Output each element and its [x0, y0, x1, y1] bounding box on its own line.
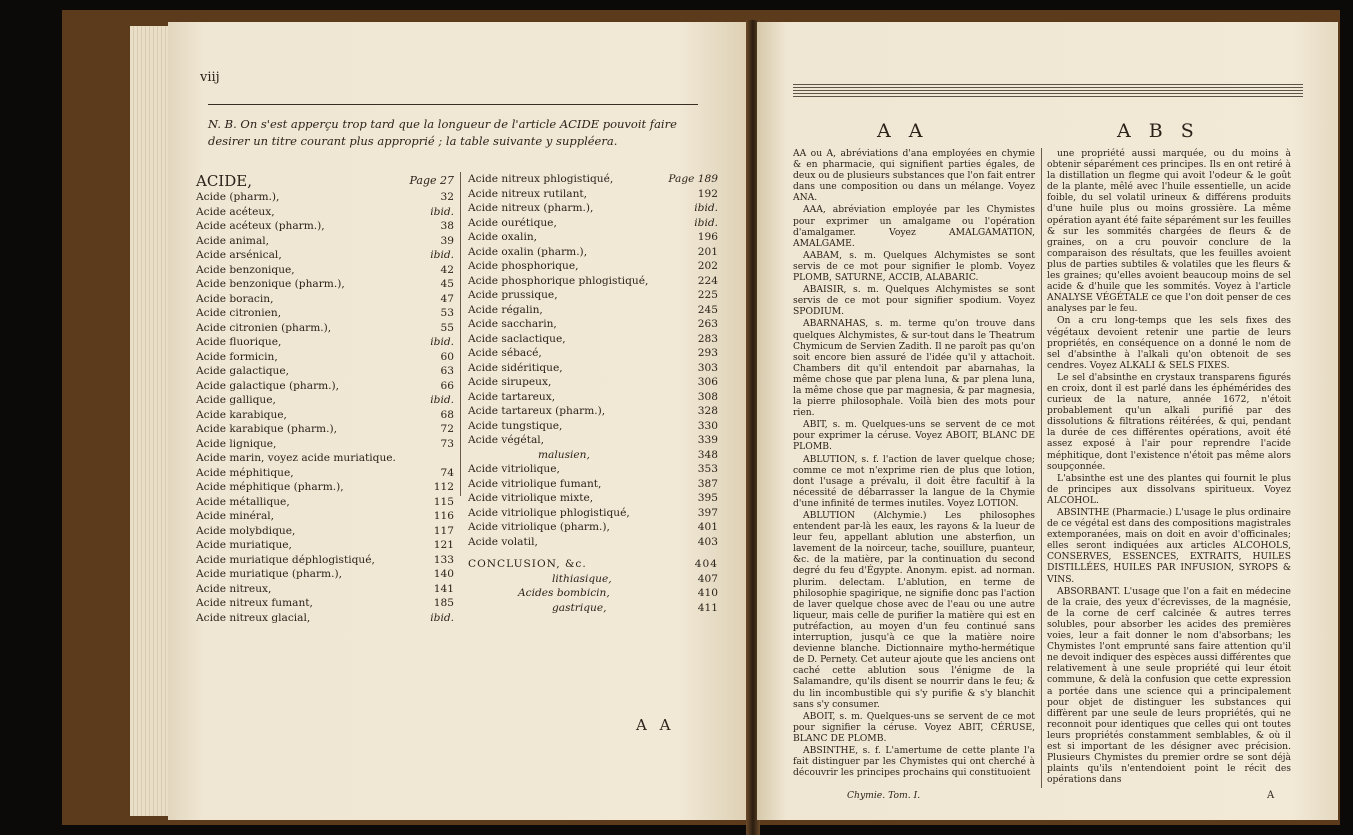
article-paragraph: AAA, abréviation employée par les Chymistes pour exprimer un amalgame ou l'opération d'amalgamer. Voyez AMALGAMATION, AMALGAME.: [793, 204, 1035, 249]
article-paragraph: ABIT, s. m. Quelques-uns se servent de ce mot pour exprimer la céruse. Voyez ABOIT, BLANC DE PLOMB.: [793, 419, 1035, 453]
index-entry: [468, 288, 718, 303]
entry-label: gastrique,: [552, 601, 607, 614]
entry-label: Acide nitreux glacial,: [196, 611, 311, 624]
entry-label: Acide (pharm.),: [196, 191, 280, 203]
open-book: [62, 10, 1340, 825]
right-page: [757, 22, 1338, 820]
index-entry: [196, 422, 454, 437]
entry-page: 263: [697, 318, 718, 330]
entry-label: Acides bombicin,: [518, 587, 610, 599]
entry-page: 74: [440, 466, 454, 479]
index-entry: [196, 263, 454, 278]
page-edges: [130, 26, 170, 816]
index-entry: [196, 553, 454, 568]
entry-label: Acide phosphorique,: [468, 260, 579, 272]
conclusion-sub-entry: [468, 601, 718, 616]
entry-page: 303: [697, 361, 718, 374]
index-entry: [468, 448, 718, 463]
entry-label: Acide gallique,: [196, 394, 276, 406]
article-paragraph: ABSINTHE, s. f. L'amertume de cette plante l'a fait distinguer par les Chymistes qui ont cherché à découvrir les principes prochains qui constituoient: [793, 744, 1035, 779]
article-paragraph: une propriété aussi marquée, ou du moins à obtenir séparément ces principes. Ils en ont retiré à la distillation un flegme qui avoit l'odeur & le goût de la plante, mêlé avec l'huile essentielle, un acide foible, du sel volatil urineux & différens produits d'une huile plus ou moins grossière. La même opération ayant été faite séparément sur les feuilles & sur les sommités chargées de fleurs & de graines, on a cru pouvoir conclure de la comparaison des résultats, que les feuilles avoient plus de parties subtiles & volatiles que les fleurs & les graines; qu'elles avoient beaucoup moins de sel acide & d'huile que les sommités. Voyez à l'article ANALYSE VÉGÉTALE ce que l'on doit penser de ces analyses par le feu.: [1047, 148, 1291, 315]
entry-page: ibid.: [430, 205, 454, 218]
entry-label: Acide marin, voyez acide muriatique.: [196, 452, 396, 464]
article-paragraph: ABOIT, s. m. Quelques-uns se servent de ce mot pour signifier la céruse. Voyez ABIT, CÉRUSE, BLANC DE PLOMB.: [793, 710, 1035, 744]
entry-page: 53: [440, 307, 454, 319]
index-entry: [196, 538, 454, 553]
entry-label: Acide régalin,: [468, 303, 543, 316]
index-entry: [196, 172, 454, 190]
entry-page: 112: [433, 481, 454, 493]
entry-page: 196: [697, 231, 718, 243]
catchword: A A: [636, 716, 675, 734]
index-entry: [196, 466, 454, 481]
entry-label: Acide méphitique,: [196, 466, 294, 479]
index-entry: [468, 245, 718, 260]
article-paragraph: ABAISIR, s. m. Quelques Alchymistes se sont servis de ce mot pour signifier spodium. Voyez SPODIUM.: [793, 284, 1035, 318]
index-column-2: [468, 172, 718, 615]
index-entry: [468, 404, 718, 419]
entry-label: Acide tartareux (pharm.),: [468, 405, 606, 417]
index-entry: [468, 303, 718, 318]
entry-page: 225: [697, 289, 718, 301]
index-entry: [468, 361, 718, 376]
entry-page: 403: [697, 535, 718, 548]
entry-page: 245: [697, 303, 718, 316]
entry-label: Acide saccharin,: [468, 318, 557, 330]
entry-label: Acide citronien (pharm.),: [196, 321, 332, 334]
entry-page: 330: [697, 419, 718, 432]
entry-label: Acide tartareux,: [468, 390, 556, 403]
entry-label: Acide nitreux (pharm.),: [468, 202, 594, 214]
entry-label: Acide acéteux,: [196, 205, 275, 218]
index-entry: [468, 274, 718, 289]
entry-label: Acide boracin,: [196, 292, 274, 305]
index-column-1: [196, 172, 454, 625]
entry-page: Page 27: [409, 174, 454, 187]
note-line: desirer un titre courant plus approprié ; la table suivante y suppléera.: [208, 134, 618, 148]
index-entry: [468, 230, 718, 245]
entry-label: Acide molybdique,: [196, 524, 296, 537]
entry-page: 397: [697, 506, 718, 519]
entry-label: Acide saclactique,: [468, 332, 566, 345]
text-column-1: [793, 148, 1035, 779]
index-entry: [196, 219, 454, 234]
entry-label: Acide muriatique déphlogistiqué,: [196, 553, 375, 566]
entry-label: malusien,: [538, 448, 590, 461]
entry-page: 45: [440, 278, 454, 290]
entry-page: ibid.: [430, 336, 454, 348]
entry-label: Acide tungstique,: [468, 419, 563, 432]
index-entry: [196, 408, 454, 423]
index-entry: [468, 201, 718, 216]
index-entry: [468, 317, 718, 332]
index-entry: [468, 491, 718, 506]
entry-label: Acide nitreux phlogistiqué,: [468, 173, 614, 185]
index-entry: [196, 524, 454, 539]
entry-page: 121: [433, 539, 454, 551]
entry-page: 293: [697, 347, 718, 359]
index-entry: [196, 335, 454, 350]
index-entry: [196, 350, 454, 365]
index-entry: [196, 480, 454, 495]
index-entry: [468, 535, 718, 550]
entry-label: Acide nitreux,: [196, 582, 272, 595]
index-entry: [196, 248, 454, 263]
text-column-2: [1047, 148, 1291, 786]
entry-label: Acide muriatique,: [196, 539, 292, 551]
index-entry: [468, 332, 718, 347]
entry-label: Acide animal,: [196, 234, 270, 247]
index-entry: [196, 321, 454, 336]
entry-page: 306: [697, 376, 718, 388]
running-head-right: A B S: [1117, 120, 1200, 142]
ornamental-band: [793, 84, 1303, 98]
index-entry: [196, 509, 454, 524]
entry-page: 283: [697, 332, 718, 345]
entry-page: 308: [697, 390, 718, 403]
index-entry: [196, 306, 454, 321]
running-head-left: A A: [877, 120, 929, 142]
index-entry: [196, 190, 454, 205]
entry-page: 407: [697, 572, 718, 585]
entry-page: 328: [697, 405, 718, 417]
entry-page: 140: [433, 568, 454, 580]
header-rule: [208, 104, 698, 105]
article-paragraph: On a cru long-temps que les sels fixes des végétaux devoient retenir une partie de leurs propriétés, en conséquence on a donné le nom de sel d'absinthe à l'alkali qu'on obtenoit de ses cendres. Voyez ALKALI & SELS FIXES.: [1047, 315, 1291, 371]
entry-label: Acide méphitique (pharm.),: [196, 481, 344, 493]
entry-page: 47: [440, 292, 454, 305]
index-entry: [196, 234, 454, 249]
entry-label: Acide acéteux (pharm.),: [196, 220, 325, 232]
conclusion-sub-entry: [468, 572, 718, 587]
entry-page: ibid.: [694, 202, 718, 214]
entry-label: Acide métallique,: [196, 495, 290, 508]
editor-note: [208, 116, 708, 150]
entry-label: Acide arsénical,: [196, 249, 282, 261]
entry-page: 202: [697, 260, 718, 272]
entry-label: Acide vitriolique (pharm.),: [468, 521, 610, 533]
entry-label: Acide vitriolique phlogistiqué,: [468, 506, 630, 519]
note-line: N. B. On s'est apperçu trop tard que la longueur de l'article ACIDE pouvoit faire: [208, 117, 677, 131]
index-entry: [196, 437, 454, 452]
entry-list: [468, 572, 718, 616]
entry-page: 39: [440, 234, 454, 247]
entry-label: Acide oxalin (pharm.),: [468, 245, 588, 258]
entry-page: 201: [697, 245, 718, 258]
entry-page: 38: [440, 220, 454, 232]
entry-page: 42: [440, 263, 454, 276]
left-page: [168, 22, 748, 820]
entry-page: 411: [697, 601, 718, 614]
entry-list: [468, 187, 718, 448]
index-entry: [196, 379, 454, 394]
entry-label: Acide citronien,: [196, 307, 282, 319]
entry-page: 115: [433, 495, 454, 508]
article-paragraph: ABSORBANT. L'usage que l'on a fait en médecine de la craie, des yeux d'écrevisses, de la magnésie, de la corne de cerf calcinée & autres terres solubles, pour absorber les acides des premières voies, leur a fait donner le nom d'absorbans; les Chymistes l'ont emprunté sans faire attention qu'il ne devoit indiquer des espèces aussi différentes que relativement à une seule propriété qui leur étoit commune, & delà la confusion que cette expression a portée dans une science qui a principalement pour objet de distinguer les substances qui diffèrent par une seule de leurs propriétés, qui ne reconnoit pour identiques que celles qui ont toutes leurs propriétés constamment semblables, & où il est si important de les désigner avec précision. Plusieurs Chymistes du premier ordre se sont déjà plaints qu'ils n'entendoient point le récit des opérations dans: [1047, 585, 1291, 786]
page-number: viij: [200, 70, 220, 85]
entry-label: Acide sébacé,: [468, 347, 542, 359]
entry-label: Acide sidéritique,: [468, 361, 563, 374]
index-entry: [196, 205, 454, 220]
signature-line: Chymie. Tom. I.: [847, 790, 921, 801]
entry-label: Acide lignique,: [196, 437, 277, 450]
article-paragraph: ABARNAHAS, s. m. terme qu'on trouve dans quelques Alchymistes, & sur-tout dans le Theatrum Chymicum de Servien Zadith. Il ne paroît pas qu'on soit encore bien assuré de l'idée qu'il y attachoit. Chambers dit qu'il entendoit par abarnahas, la même chose que par plena luna, & par plena luna, la même chose que par magnesia, & par magnesia, la pierre philosophale. Voilà bien des mots pour rien.: [793, 318, 1035, 419]
entry-page: 73: [440, 437, 454, 450]
index-entry: [196, 451, 454, 466]
entry-page: 401: [697, 521, 718, 533]
entry-page: Page 189: [668, 173, 718, 185]
conclusion-sub-entry: [468, 586, 718, 601]
entry-page: 55: [440, 321, 454, 334]
entry-label: Acide benzonique,: [196, 263, 295, 276]
index-entry: [196, 495, 454, 510]
index-entry: [468, 506, 718, 521]
article-paragraph: Le sel d'absinthe en crystaux transparens figurés en croix, dont il est parlé dans les éphémérides des curieux de la nature, année 1672, n'étoit probablement qu'un alkali purifié par des dissolutions & filtrations réitérées, & qui, pendant la durée de ces différentes opérations, avoit été assez exposé à l'air pour reprendre l'acide méphitique, dont l'existence n'étoit pas même alors soupçonnée.: [1047, 371, 1291, 472]
conclusion-entry: [468, 557, 718, 572]
entry-page: 72: [440, 423, 454, 435]
entry-label: Acide végétal,: [468, 434, 545, 446]
entry-page: 141: [433, 582, 454, 595]
entry-label: Acide phosphorique phlogistiqué,: [468, 274, 649, 287]
entry-label: Acide minéral,: [196, 510, 275, 522]
entry-page: 353: [697, 463, 718, 475]
entry-page: 133: [433, 553, 454, 566]
entry-label: Acide fluorique,: [196, 336, 282, 348]
signature-mark: A: [1267, 790, 1275, 801]
entry-label: Acide vitriolique mixte,: [468, 492, 594, 504]
entry-label: Acide galactique,: [196, 365, 290, 377]
entry-label: Acide vitriolique,: [468, 463, 560, 475]
entry-page: 410: [697, 587, 718, 599]
article-paragraph: ABLUTION, s. f. l'action de laver quelque chose; comme ce mot n'exprime rien de plus que lotion, dont l'usage a prévalu, il doit être facultif à la nécessité de débarrasser la langue de la Chymie d'une infinité de termes inutiles. Voyez LOTION.: [793, 453, 1035, 509]
index-entry: [196, 277, 454, 292]
entry-label: Acide sirupeux,: [468, 376, 552, 388]
entry-page: 185: [433, 597, 454, 609]
entry-label: CONCLUSION, &c.: [468, 558, 587, 570]
entry-label: Acide karabique,: [196, 408, 287, 421]
column-divider: [1041, 148, 1042, 788]
entry-page: 68: [440, 408, 454, 421]
entry-page: 404: [694, 558, 718, 570]
entry-page: 66: [440, 379, 454, 392]
entry-page: 192: [697, 187, 718, 200]
entry-page: 339: [697, 434, 718, 446]
index-entry: [468, 520, 718, 535]
article-paragraph: ABSINTHE (Pharmacie.) L'usage le plus ordinaire de ce végétal est dans des compositions magistrales extemporanées, mais on doit en avoir d'officinales; elles seront indiquées aux articles ALCOHOLS, CONSERVES, ESSENCES, EXTRAITS, HUILES DISTILLÉES, HUILES PAR INFUSION, SYROPS & VINS.: [1047, 507, 1291, 585]
index-entry: [468, 433, 718, 448]
article-paragraph: L'absinthe est une des plantes qui fournit le plus de principes aux dissolvans spiritueux. Voyez ALCOHOL.: [1047, 472, 1291, 506]
index-entry: [468, 259, 718, 274]
index-entry: [468, 462, 718, 477]
index-entry: [468, 346, 718, 361]
entry-page: 348: [697, 448, 718, 461]
index-entry: [196, 611, 454, 626]
entry-page: 116: [433, 510, 454, 522]
index-entry: [468, 375, 718, 390]
entry-label: Acide ourétique,: [468, 216, 557, 229]
entry-label: Acide nitreux fumant,: [196, 597, 313, 609]
entry-label: ACIDE,: [196, 172, 252, 190]
entry-label: Acide karabique (pharm.),: [196, 423, 337, 435]
entry-label: lithiasique,: [552, 572, 612, 585]
entry-page: ibid.: [430, 611, 454, 624]
index-entry: [196, 567, 454, 582]
entry-label: Acide benzonique (pharm.),: [196, 278, 345, 290]
column-divider: [460, 172, 461, 496]
index-entry: [468, 390, 718, 405]
index-entry: [196, 393, 454, 408]
entry-label: Acide prussique,: [468, 289, 558, 301]
entry-page: ibid.: [430, 394, 454, 406]
entry-list: [196, 190, 454, 625]
index-entry: [468, 216, 718, 231]
index-entry: [196, 582, 454, 597]
entry-label: Acide oxalin,: [468, 231, 538, 243]
index-entry: [196, 364, 454, 379]
index-entry: [468, 172, 718, 187]
index-entry: [196, 292, 454, 307]
entry-page: 63: [440, 365, 454, 377]
entry-page: ibid.: [430, 249, 454, 261]
article-paragraph: ABLUTION (Alchymie.) Les philosophes entendent par-là les eaux, les rayons & la lueur de leur feu, appellant ablution une absterfion, un lavement de la noirceur, tache, souillure, puanteur, &c. de la matière, par la continuation du second degré du feu d'Égypte. Anonym. epist. ad norman. plurim. delectam. L'ablution, en terme de philosophie spagirique, ne signifie donc pas l'action de laver quelque chose avec de l'eau ou une autre liqueur, mais celle de purifier la matière qui est en putréfaction, au moyen d'un feu continué sans interruption, jusqu'à ce que la matière noire devienne blanche. Dictionnaire mytho-hermétique de D. Pernety. Cet auteur ajoute que les anciens ont caché cette ablution sous l'énigme de la Salamandre, qu'ils disent se nourrir dans le feu; & du lin incombustible qui s'y purifie & s'y blanchit sans s'y consumer.: [793, 510, 1036, 710]
index-entry: [468, 187, 718, 202]
entry-label: Acide muriatique (pharm.),: [196, 568, 342, 580]
entry-page: 395: [697, 492, 718, 504]
index-entry: [196, 596, 454, 611]
entry-page: 60: [440, 350, 454, 363]
entry-page: 387: [697, 477, 718, 490]
entry-page: 224: [697, 274, 718, 287]
entry-label: Acide galactique (pharm.),: [196, 379, 340, 392]
entry-page: 32: [440, 191, 454, 203]
entry-label: Acide vitriolique fumant,: [468, 477, 602, 490]
entry-list: [468, 462, 718, 549]
index-entry: [468, 477, 718, 492]
entry-label: Acide nitreux rutilant,: [468, 187, 588, 200]
entry-label: Acide formicin,: [196, 350, 278, 363]
entry-page: 117: [433, 524, 454, 537]
article-paragraph: AA ou A, abréviations d'ana employées en chymie & en pharmacie, qui signifient parties égales, de deux ou de plusieurs substances que l'on fait entrer dans une composition ou dans un mélange. Voyez ANA.: [793, 148, 1035, 204]
entry-page: ibid.: [694, 216, 718, 229]
entry-label: Acide volatil,: [468, 535, 538, 548]
article-paragraph: AABAM, s. m. Quelques Alchymistes se sont servis de ce mot pour signifier le plomb. Voyez PLOMB, SATURNE, ACCIB, ALABARIC.: [793, 249, 1035, 284]
index-entry: [468, 419, 718, 434]
